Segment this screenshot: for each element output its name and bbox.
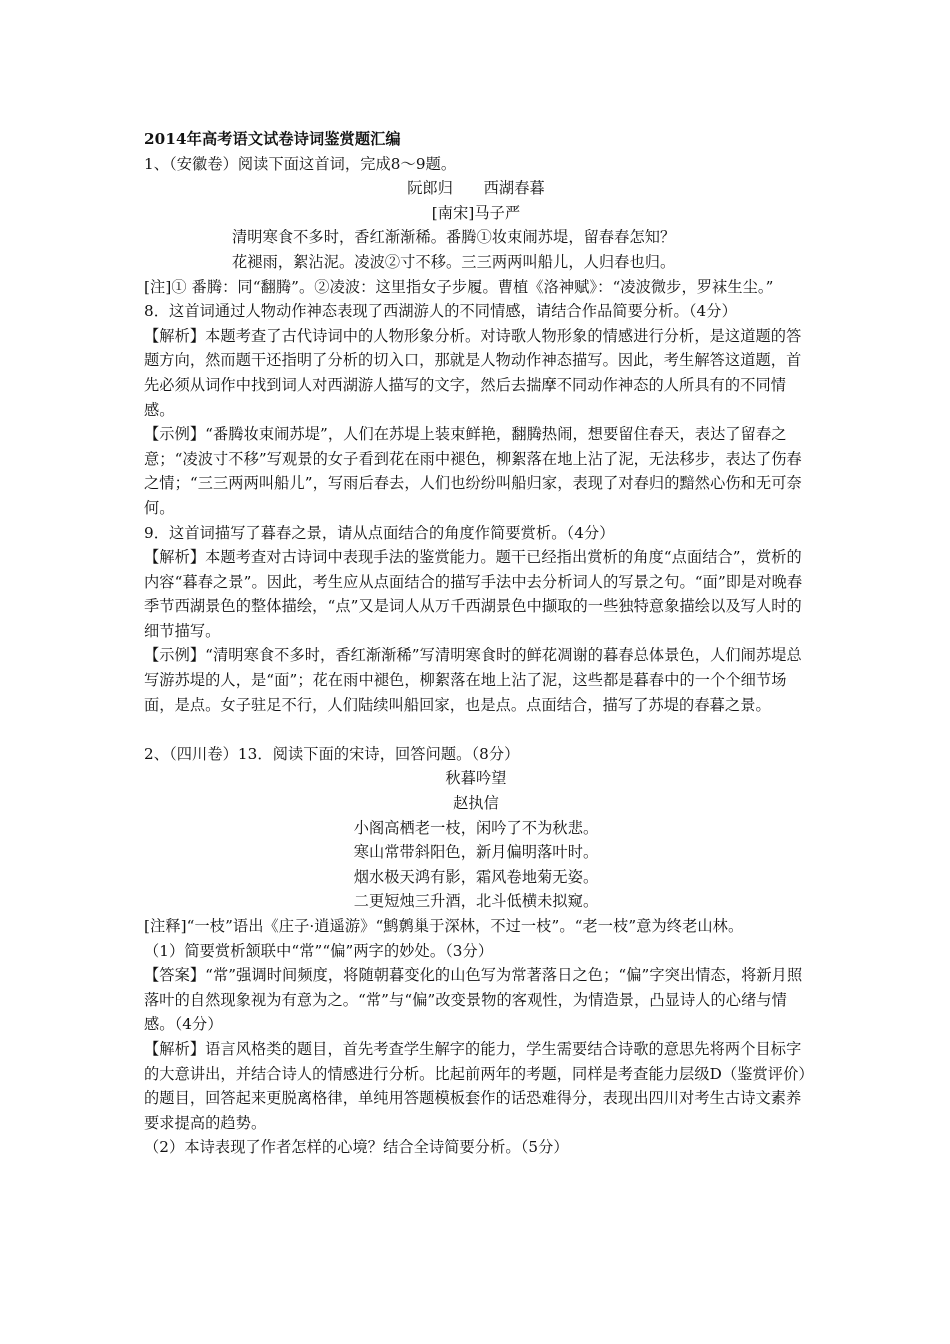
- poem1-line: 清明寒食不多时，香红渐渐稀。番腾①妆束闹苏堤，留春春怎知？: [232, 228, 676, 247]
- question-2-1-answer: 【答案】“常”强调时间频度，将随朝暮变化的山色写为常著落日之色；“偏”字突出情态，将新月照落叶的自然现象视为有意为之。“常”与“偏”改变景物的客观性，为情造景，凸显诗人的心绪与情感。（4分）: [144, 966, 803, 1034]
- question-2-1-analysis: 【解析】语言风格类的题目，首先考查学生解字的能力，学生需要结合诗歌的意思先将两个目标字的大意讲出，并结合诗人的情感进行分析。比起前两年的考题，同样是考查能力层级D（鉴赏评价）的题目，回答起来更脱离格律，单纯用答题模板套作的话恐难得分，表现出四川对考生古诗文素养要求提高的趋势。: [144, 1039, 807, 1132]
- poem1-title: 阮郎归 西湖春暮: [407, 179, 545, 198]
- question-2-2: （2）本诗表现了作者怎样的心境？结合全诗简要分析。（5分）: [144, 1138, 569, 1157]
- section2-intro: 2、（四川卷）13．阅读下面的宋诗，回答问题。（8分）: [144, 744, 520, 763]
- poem2-line: 小阁高栖老一枝，闲吟了不为秋悲。: [353, 818, 599, 837]
- poem2-line: 烟水极天鸿有影，霜风卷地菊无姿。: [353, 867, 599, 886]
- section-spacer: [144, 717, 808, 742]
- question-9-example: 【示例】“清明寒食不多时，香红渐渐稀”写清明寒食时的鲜花凋谢的暮春总体景色，人们闹苏堤总写游苏堤的人，是“面”；花在雨中褪色，柳絮落在地上沾了泥，这些都是暮春中的一个个细节场面，是点。女子驻足不行，人们陆续叫船回家，也是点。点面结合，描写了苏堤的春暮之景。: [144, 646, 802, 714]
- question-8-analysis: 【解析】本题考查了古代诗词中的人物形象分析。对诗歌人物形象的情感进行分析，是这道题的答题方向，然而题干还指明了分析的切入口，那就是人物动作神态描写。因此，考生解答这道题，首先必须从词作中找到词人对西湖游人描写的文字，然后去揣摩不同动作神态的人所具有的不同情感。: [144, 326, 802, 419]
- question-8: 8．这首词通过人物动作神态表现了西湖游人的不同情感，请结合作品简要分析。（4分）: [144, 302, 737, 321]
- section1-intro: 1、（安徽卷）阅读下面这首词，完成8～9题。: [144, 154, 457, 173]
- document-title: 2014年高考语文试卷诗词鉴赏题汇编: [144, 130, 401, 148]
- question-8-example: 【示例】“番腾妆束闹苏堤”，人们在苏堤上装束鲜艳，翻腾热闹，想要留住春天，表达了留春之意；“凌波寸不移”写观景的女子看到花在雨中褪色，柳絮落在地上沾了泥，无法移步，表达了伤春之情；“三三两两叫船儿”，写雨后春去，人们也纷纷叫船归家，表现了对春归的黯然心伤和无可奈何。: [144, 425, 802, 517]
- poem2-note: [注释]“一枝”语出《庄子·逍遥游》“鹪鹩巢于深林，不过一枝”。“老一枝”意为终老山林。: [144, 917, 744, 935]
- poem2-title: 秋暮吟望: [445, 769, 507, 788]
- poem1-note: [注]① 番腾：同“翻腾”。②凌波：这里指女子步履。曹植《洛神赋》：“凌波微步，罗袜生尘。”: [144, 277, 774, 296]
- question-2-1: （1）简要赏析颔联中“常”“偏”两字的妙处。（3分）: [144, 941, 494, 960]
- poem2-line: 二更短烛三升酒，北斗低横未拟窥。: [353, 892, 599, 911]
- question-9: 9．这首词描写了暮春之景，请从点面结合的角度作简要赏析。（4分）: [144, 523, 615, 542]
- question-9-analysis: 【解析】本题考查对古诗词中表现手法的鉴赏能力。题干已经指出赏析的角度“点面结合”，赏析的内容“暮春之景”。因此，考生应从点面结合的描写手法中去分析词人的写景之句。“面”即是对晚春季节西湖景色的整体描绘，“点”又是词人从万千西湖景色中撷取的一些独特意象描绘以及写人时的细节描写。: [144, 548, 803, 640]
- document-body: [144, 127, 808, 1160]
- poem2-line: 寒山常带斜阳色，新月偏明落叶时。: [353, 843, 599, 862]
- poem1-author: [南宋]马子严: [431, 203, 521, 222]
- poem2-author: 赵执信: [453, 794, 499, 813]
- poem1-line: 花褪雨，絮沾泥。凌波②寸不移。三三两两叫船儿，人归春也归。: [232, 252, 676, 271]
